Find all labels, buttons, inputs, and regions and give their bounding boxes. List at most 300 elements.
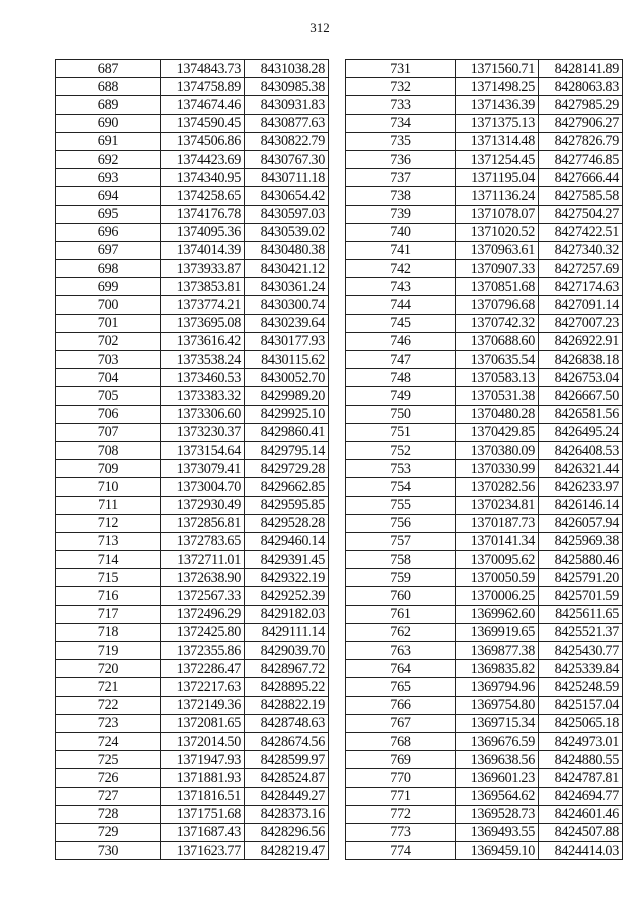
y-coordinate-cell: 8427666.44: [539, 169, 623, 187]
table-row: [346, 714, 623, 732]
table-row: [56, 132, 329, 150]
y-coordinate-cell: 8430985.38: [245, 78, 329, 96]
x-coordinate-cell: 1373695.08: [161, 314, 245, 332]
x-coordinate-cell: 1374095.36: [161, 223, 245, 241]
table-row: [346, 260, 623, 278]
y-coordinate-cell: 8428063.83: [539, 78, 623, 96]
x-coordinate-cell: 1372930.49: [161, 496, 245, 514]
table-row: [346, 751, 623, 769]
table-row: [56, 169, 329, 187]
point-number-cell: 700: [56, 296, 161, 314]
table-row: [56, 187, 329, 205]
x-coordinate-cell: 1371436.39: [456, 96, 539, 114]
y-coordinate-cell: 8425248.59: [539, 678, 623, 696]
table-row: [56, 732, 329, 750]
point-number-cell: 764: [346, 660, 456, 678]
x-coordinate-cell: 1371623.77: [161, 842, 245, 860]
point-number-cell: 688: [56, 78, 161, 96]
y-coordinate-cell: 8425521.37: [539, 623, 623, 641]
point-number-cell: 687: [56, 60, 161, 78]
point-number-cell: 757: [346, 532, 456, 550]
x-coordinate-cell: 1371560.71: [456, 60, 539, 78]
point-number-cell: 765: [346, 678, 456, 696]
point-number-cell: 696: [56, 223, 161, 241]
y-coordinate-cell: 8427985.29: [539, 96, 623, 114]
y-coordinate-cell: 8429111.14: [245, 623, 329, 641]
y-coordinate-cell: 8428219.47: [245, 842, 329, 860]
x-coordinate-cell: 1370796.68: [456, 296, 539, 314]
y-coordinate-cell: 8427422.51: [539, 223, 623, 241]
point-number-cell: 752: [346, 441, 456, 459]
point-number-cell: 769: [346, 751, 456, 769]
y-coordinate-cell: 8429860.41: [245, 423, 329, 441]
table-row: [346, 514, 623, 532]
table-row: [56, 696, 329, 714]
coordinates-table-left-body: [56, 60, 329, 860]
table-row: [346, 787, 623, 805]
y-coordinate-cell: 8427007.23: [539, 314, 623, 332]
table-row: [56, 423, 329, 441]
table-row: [56, 296, 329, 314]
point-number-cell: 722: [56, 696, 161, 714]
table-row: [346, 369, 623, 387]
x-coordinate-cell: 1370851.68: [456, 278, 539, 296]
table-row: [346, 769, 623, 787]
table-row: [56, 787, 329, 805]
point-number-cell: 724: [56, 732, 161, 750]
table-row: [346, 623, 623, 641]
x-coordinate-cell: 1372149.36: [161, 696, 245, 714]
table-row: [346, 60, 623, 78]
y-coordinate-cell: 8430115.62: [245, 351, 329, 369]
x-coordinate-cell: 1374423.69: [161, 150, 245, 168]
y-coordinate-cell: 8425065.18: [539, 714, 623, 732]
point-number-cell: 749: [346, 387, 456, 405]
x-coordinate-cell: 1371078.07: [456, 205, 539, 223]
table-row: [346, 205, 623, 223]
point-number-cell: 699: [56, 278, 161, 296]
point-number-cell: 737: [346, 169, 456, 187]
point-number-cell: 766: [346, 696, 456, 714]
x-coordinate-cell: 1373774.21: [161, 296, 245, 314]
x-coordinate-cell: 1369459.10: [456, 842, 539, 860]
y-coordinate-cell: 8426753.04: [539, 369, 623, 387]
point-number-cell: 717: [56, 605, 161, 623]
table-row: [56, 714, 329, 732]
y-coordinate-cell: 8425701.59: [539, 587, 623, 605]
y-coordinate-cell: 8426922.91: [539, 332, 623, 350]
table-row: [346, 642, 623, 660]
coordinates-table-left: [55, 59, 329, 860]
point-number-cell: 758: [346, 551, 456, 569]
table-row: [346, 805, 623, 823]
point-number-cell: 771: [346, 787, 456, 805]
x-coordinate-cell: 1374176.78: [161, 205, 245, 223]
y-coordinate-cell: 8426146.14: [539, 496, 623, 514]
point-number-cell: 760: [346, 587, 456, 605]
x-coordinate-cell: 1373538.24: [161, 351, 245, 369]
point-number-cell: 736: [346, 150, 456, 168]
y-coordinate-cell: 8431038.28: [245, 60, 329, 78]
point-number-cell: 730: [56, 842, 161, 860]
point-number-cell: 754: [346, 478, 456, 496]
y-coordinate-cell: 8426667.50: [539, 387, 623, 405]
y-coordinate-cell: 8427257.69: [539, 260, 623, 278]
table-row: [346, 296, 623, 314]
x-coordinate-cell: 1372286.47: [161, 660, 245, 678]
x-coordinate-cell: 1374014.39: [161, 241, 245, 259]
x-coordinate-cell: 1369919.65: [456, 623, 539, 641]
y-coordinate-cell: 8430052.70: [245, 369, 329, 387]
x-coordinate-cell: 1372355.86: [161, 642, 245, 660]
x-coordinate-cell: 1372638.90: [161, 569, 245, 587]
point-number-cell: 716: [56, 587, 161, 605]
table-row: [56, 314, 329, 332]
point-number-cell: 755: [346, 496, 456, 514]
x-coordinate-cell: 1370742.32: [456, 314, 539, 332]
table-row: [346, 696, 623, 714]
table-row: [56, 623, 329, 641]
table-row: [346, 842, 623, 860]
point-number-cell: 761: [346, 605, 456, 623]
x-coordinate-cell: 1369676.59: [456, 732, 539, 750]
table-row: [346, 569, 623, 587]
x-coordinate-cell: 1374674.46: [161, 96, 245, 114]
y-coordinate-cell: 8426321.44: [539, 460, 623, 478]
table-row: [346, 387, 623, 405]
table-row: [346, 587, 623, 605]
table-row: [346, 823, 623, 841]
point-number-cell: 768: [346, 732, 456, 750]
table-row: [346, 496, 623, 514]
x-coordinate-cell: 1370095.62: [456, 551, 539, 569]
y-coordinate-cell: 8429182.03: [245, 605, 329, 623]
y-coordinate-cell: 8424601.46: [539, 805, 623, 823]
table-row: [56, 351, 329, 369]
table-row: [346, 114, 623, 132]
point-number-cell: 712: [56, 514, 161, 532]
table-row: [346, 732, 623, 750]
y-coordinate-cell: 8430239.64: [245, 314, 329, 332]
table-row: [346, 660, 623, 678]
point-number-cell: 711: [56, 496, 161, 514]
point-number-cell: 701: [56, 314, 161, 332]
y-coordinate-cell: 8429252.39: [245, 587, 329, 605]
table-row: [56, 532, 329, 550]
x-coordinate-cell: 1372783.65: [161, 532, 245, 550]
point-number-cell: 718: [56, 623, 161, 641]
point-number-cell: 723: [56, 714, 161, 732]
table-row: [346, 314, 623, 332]
y-coordinate-cell: 8426233.97: [539, 478, 623, 496]
point-number-cell: 745: [346, 314, 456, 332]
point-number-cell: 735: [346, 132, 456, 150]
y-coordinate-cell: 8429729.28: [245, 460, 329, 478]
point-number-cell: 742: [346, 260, 456, 278]
x-coordinate-cell: 1369835.82: [456, 660, 539, 678]
y-coordinate-cell: 8428748.63: [245, 714, 329, 732]
table-row: [346, 169, 623, 187]
y-coordinate-cell: 8426838.18: [539, 351, 623, 369]
point-number-cell: 693: [56, 169, 161, 187]
table-row: [56, 96, 329, 114]
y-coordinate-cell: 8424694.77: [539, 787, 623, 805]
x-coordinate-cell: 1373616.42: [161, 332, 245, 350]
table-row: [346, 332, 623, 350]
x-coordinate-cell: 1374758.89: [161, 78, 245, 96]
x-coordinate-cell: 1373154.64: [161, 441, 245, 459]
y-coordinate-cell: 8429925.10: [245, 405, 329, 423]
table-row: [56, 78, 329, 96]
y-coordinate-cell: 8430931.83: [245, 96, 329, 114]
x-coordinate-cell: 1370688.60: [456, 332, 539, 350]
point-number-cell: 738: [346, 187, 456, 205]
y-coordinate-cell: 8425791.20: [539, 569, 623, 587]
point-number-cell: 710: [56, 478, 161, 496]
point-number-cell: 774: [346, 842, 456, 860]
x-coordinate-cell: 1371498.25: [456, 78, 539, 96]
point-number-cell: 762: [346, 623, 456, 641]
y-coordinate-cell: 8429595.85: [245, 496, 329, 514]
point-number-cell: 731: [346, 60, 456, 78]
table-row: [346, 351, 623, 369]
point-number-cell: 746: [346, 332, 456, 350]
table-row: [56, 569, 329, 587]
point-number-cell: 743: [346, 278, 456, 296]
table-row: [346, 223, 623, 241]
table-row: [56, 678, 329, 696]
point-number-cell: 694: [56, 187, 161, 205]
table-row: [56, 223, 329, 241]
y-coordinate-cell: 8427585.58: [539, 187, 623, 205]
table-row: [56, 587, 329, 605]
x-coordinate-cell: 1373460.53: [161, 369, 245, 387]
y-coordinate-cell: 8430597.03: [245, 205, 329, 223]
x-coordinate-cell: 1370963.61: [456, 241, 539, 259]
table-row: [56, 478, 329, 496]
table-row: [56, 496, 329, 514]
x-coordinate-cell: 1370480.28: [456, 405, 539, 423]
y-coordinate-cell: 8427826.79: [539, 132, 623, 150]
x-coordinate-cell: 1371881.93: [161, 769, 245, 787]
table-row: [56, 278, 329, 296]
y-coordinate-cell: 8427746.85: [539, 150, 623, 168]
x-coordinate-cell: 1372081.65: [161, 714, 245, 732]
x-coordinate-cell: 1371136.24: [456, 187, 539, 205]
point-number-cell: 734: [346, 114, 456, 132]
table-row: [346, 78, 623, 96]
x-coordinate-cell: 1369493.55: [456, 823, 539, 841]
x-coordinate-cell: 1372014.50: [161, 732, 245, 750]
x-coordinate-cell: 1373933.87: [161, 260, 245, 278]
y-coordinate-cell: 8430539.02: [245, 223, 329, 241]
x-coordinate-cell: 1370583.13: [456, 369, 539, 387]
y-coordinate-cell: 8428141.89: [539, 60, 623, 78]
point-number-cell: 692: [56, 150, 161, 168]
table-row: [56, 514, 329, 532]
x-coordinate-cell: 1372567.33: [161, 587, 245, 605]
table-row: [56, 260, 329, 278]
table-row: [56, 605, 329, 623]
y-coordinate-cell: 8425611.65: [539, 605, 623, 623]
y-coordinate-cell: 8429460.14: [245, 532, 329, 550]
point-number-cell: 705: [56, 387, 161, 405]
table-row: [56, 60, 329, 78]
table-row: [56, 823, 329, 841]
x-coordinate-cell: 1369754.80: [456, 696, 539, 714]
point-number-cell: 729: [56, 823, 161, 841]
y-coordinate-cell: 8428373.16: [245, 805, 329, 823]
point-number-cell: 728: [56, 805, 161, 823]
point-number-cell: 719: [56, 642, 161, 660]
y-coordinate-cell: 8429039.70: [245, 642, 329, 660]
point-number-cell: 726: [56, 769, 161, 787]
y-coordinate-cell: 8427340.32: [539, 241, 623, 259]
table-row: [346, 405, 623, 423]
y-coordinate-cell: 8428895.22: [245, 678, 329, 696]
point-number-cell: 740: [346, 223, 456, 241]
table-row: [56, 332, 329, 350]
x-coordinate-cell: 1372217.63: [161, 678, 245, 696]
y-coordinate-cell: 8429795.14: [245, 441, 329, 459]
point-number-cell: 773: [346, 823, 456, 841]
point-number-cell: 763: [346, 642, 456, 660]
x-coordinate-cell: 1373004.70: [161, 478, 245, 496]
table-row: [56, 842, 329, 860]
point-number-cell: 727: [56, 787, 161, 805]
y-coordinate-cell: 8428674.56: [245, 732, 329, 750]
x-coordinate-cell: 1371254.45: [456, 150, 539, 168]
point-number-cell: 725: [56, 751, 161, 769]
x-coordinate-cell: 1372496.29: [161, 605, 245, 623]
table-row: [56, 387, 329, 405]
y-coordinate-cell: 8424507.88: [539, 823, 623, 841]
point-number-cell: 704: [56, 369, 161, 387]
x-coordinate-cell: 1369528.73: [456, 805, 539, 823]
x-coordinate-cell: 1371947.93: [161, 751, 245, 769]
x-coordinate-cell: 1373230.37: [161, 423, 245, 441]
y-coordinate-cell: 8430711.18: [245, 169, 329, 187]
x-coordinate-cell: 1374506.86: [161, 132, 245, 150]
y-coordinate-cell: 8430877.63: [245, 114, 329, 132]
point-number-cell: 732: [346, 78, 456, 96]
point-number-cell: 721: [56, 678, 161, 696]
table-row: [56, 751, 329, 769]
point-number-cell: 691: [56, 132, 161, 150]
y-coordinate-cell: 8424973.01: [539, 732, 623, 750]
coordinates-table-right: [345, 59, 623, 860]
point-number-cell: 714: [56, 551, 161, 569]
point-number-cell: 751: [346, 423, 456, 441]
table-row: [346, 478, 623, 496]
table-row: [346, 532, 623, 550]
table-row: [56, 241, 329, 259]
y-coordinate-cell: 8428967.72: [245, 660, 329, 678]
point-number-cell: 744: [346, 296, 456, 314]
x-coordinate-cell: 1374258.65: [161, 187, 245, 205]
x-coordinate-cell: 1371751.68: [161, 805, 245, 823]
y-coordinate-cell: 8427091.14: [539, 296, 623, 314]
x-coordinate-cell: 1370531.38: [456, 387, 539, 405]
x-coordinate-cell: 1370282.56: [456, 478, 539, 496]
table-row: [346, 132, 623, 150]
point-number-cell: 708: [56, 441, 161, 459]
y-coordinate-cell: 8428449.27: [245, 787, 329, 805]
x-coordinate-cell: 1369794.96: [456, 678, 539, 696]
table-row: [346, 278, 623, 296]
y-coordinate-cell: 8428296.56: [245, 823, 329, 841]
table-row: [56, 205, 329, 223]
point-number-cell: 703: [56, 351, 161, 369]
y-coordinate-cell: 8425969.38: [539, 532, 623, 550]
x-coordinate-cell: 1369715.34: [456, 714, 539, 732]
x-coordinate-cell: 1371195.04: [456, 169, 539, 187]
point-number-cell: 698: [56, 260, 161, 278]
table-row: [346, 96, 623, 114]
y-coordinate-cell: 8430480.38: [245, 241, 329, 259]
x-coordinate-cell: 1370050.59: [456, 569, 539, 587]
y-coordinate-cell: 8429662.85: [245, 478, 329, 496]
point-number-cell: 750: [346, 405, 456, 423]
y-coordinate-cell: 8425430.77: [539, 642, 623, 660]
y-coordinate-cell: 8424787.81: [539, 769, 623, 787]
x-coordinate-cell: 1372711.01: [161, 551, 245, 569]
x-coordinate-cell: 1371314.48: [456, 132, 539, 150]
y-coordinate-cell: 8426057.94: [539, 514, 623, 532]
y-coordinate-cell: 8426408.53: [539, 441, 623, 459]
table-row: [56, 551, 329, 569]
point-number-cell: 713: [56, 532, 161, 550]
y-coordinate-cell: 8425339.84: [539, 660, 623, 678]
x-coordinate-cell: 1371020.52: [456, 223, 539, 241]
x-coordinate-cell: 1369638.56: [456, 751, 539, 769]
y-coordinate-cell: 8430300.74: [245, 296, 329, 314]
x-coordinate-cell: 1373079.41: [161, 460, 245, 478]
table-row: [56, 441, 329, 459]
y-coordinate-cell: 8430177.93: [245, 332, 329, 350]
point-number-cell: 709: [56, 460, 161, 478]
point-number-cell: 747: [346, 351, 456, 369]
y-coordinate-cell: 8430822.79: [245, 132, 329, 150]
x-coordinate-cell: 1373306.60: [161, 405, 245, 423]
point-number-cell: 772: [346, 805, 456, 823]
x-coordinate-cell: 1370187.73: [456, 514, 539, 532]
table-row: [346, 441, 623, 459]
table-row: [346, 423, 623, 441]
table-row: [346, 460, 623, 478]
x-coordinate-cell: 1374590.45: [161, 114, 245, 132]
table-row: [56, 405, 329, 423]
x-coordinate-cell: 1371375.13: [456, 114, 539, 132]
table-row: [346, 551, 623, 569]
x-coordinate-cell: 1370635.54: [456, 351, 539, 369]
point-number-cell: 715: [56, 569, 161, 587]
x-coordinate-cell: 1370907.33: [456, 260, 539, 278]
x-coordinate-cell: 1369564.62: [456, 787, 539, 805]
table-row: [56, 460, 329, 478]
point-number-cell: 748: [346, 369, 456, 387]
table-row: [346, 678, 623, 696]
table-row: [56, 660, 329, 678]
page-number: 312: [310, 20, 330, 35]
y-coordinate-cell: 8428599.97: [245, 751, 329, 769]
table-row: [56, 805, 329, 823]
point-number-cell: 759: [346, 569, 456, 587]
table-row: [56, 150, 329, 168]
table-row: [346, 241, 623, 259]
point-number-cell: 697: [56, 241, 161, 259]
y-coordinate-cell: 8429391.45: [245, 551, 329, 569]
